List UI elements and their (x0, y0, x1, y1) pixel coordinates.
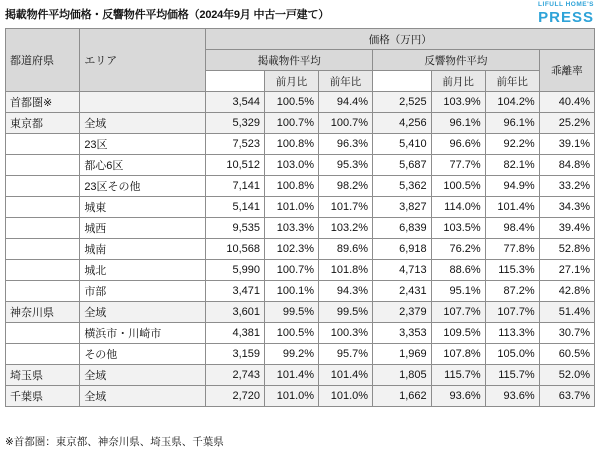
cell-response-price: 5,687 (373, 155, 432, 176)
cell-gap-rate: 51.4% (539, 302, 594, 323)
cell-area: 全域 (80, 302, 206, 323)
cell-listed-yoy: 103.2% (319, 218, 373, 239)
table-head (6, 29, 595, 92)
cell-response-yoy: 104.2% (485, 92, 539, 113)
cell-listed-price: 4,381 (206, 323, 265, 344)
cell-gap-rate: 52.8% (539, 239, 594, 260)
cell-prefecture (6, 344, 80, 365)
cell-listed-price: 5,990 (206, 260, 265, 281)
cell-listed-yoy: 94.3% (319, 281, 373, 302)
cell-response-mom: 103.5% (431, 218, 485, 239)
cell-area: 全域 (80, 386, 206, 407)
cell-gap-rate: 33.2% (539, 176, 594, 197)
price-table (5, 28, 595, 407)
cell-area (80, 92, 206, 113)
cell-area: 城南 (80, 239, 206, 260)
cell-listed-price: 5,329 (206, 113, 265, 134)
cell-prefecture (6, 197, 80, 218)
cell-response-price: 1,805 (373, 365, 432, 386)
brand-line1: LIFULL HOME'S (538, 1, 594, 8)
cell-response-mom: 88.6% (431, 260, 485, 281)
th-gap: 乖離率 (539, 50, 594, 92)
th-pref: 都道府県 (6, 29, 80, 92)
cell-listed-yoy: 100.3% (319, 323, 373, 344)
cell-response-price: 3,353 (373, 323, 432, 344)
cell-listed-mom: 101.4% (264, 365, 318, 386)
cell-area: 23区その他 (80, 176, 206, 197)
brand-line2: PRESS (538, 8, 594, 26)
cell-listed-mom: 100.7% (264, 113, 318, 134)
cell-gap-rate: 39.1% (539, 134, 594, 155)
cell-prefecture (6, 239, 80, 260)
cell-listed-price: 9,535 (206, 218, 265, 239)
th-price-group: 価格（万円） (206, 29, 595, 50)
table-row (6, 386, 595, 407)
cell-listed-mom: 99.2% (264, 344, 318, 365)
cell-listed-mom: 100.7% (264, 260, 318, 281)
cell-response-price: 4,713 (373, 260, 432, 281)
cell-response-mom: 93.6% (431, 386, 485, 407)
cell-listed-mom: 101.0% (264, 197, 318, 218)
cell-area: 城北 (80, 260, 206, 281)
cell-response-mom: 96.1% (431, 113, 485, 134)
table-row (6, 113, 595, 134)
cell-listed-yoy: 96.3% (319, 134, 373, 155)
cell-response-price: 1,662 (373, 386, 432, 407)
cell-listed-price: 7,141 (206, 176, 265, 197)
cell-response-price: 5,362 (373, 176, 432, 197)
cell-prefecture: 首都圏※ (6, 92, 80, 113)
cell-response-mom: 77.7% (431, 155, 485, 176)
cell-response-price: 6,839 (373, 218, 432, 239)
cell-response-yoy: 96.1% (485, 113, 539, 134)
cell-gap-rate: 40.4% (539, 92, 594, 113)
page-header (0, 0, 600, 28)
cell-listed-price: 3,471 (206, 281, 265, 302)
cell-response-yoy: 92.2% (485, 134, 539, 155)
cell-listed-price: 10,568 (206, 239, 265, 260)
cell-listed-price: 10,512 (206, 155, 265, 176)
cell-listed-price: 2,720 (206, 386, 265, 407)
cell-prefecture (6, 260, 80, 281)
header-row-1 (6, 29, 595, 50)
cell-gap-rate: 34.3% (539, 197, 594, 218)
cell-gap-rate: 84.8% (539, 155, 594, 176)
cell-area: その他 (80, 344, 206, 365)
cell-prefecture (6, 176, 80, 197)
cell-response-price: 5,410 (373, 134, 432, 155)
brand-logo (538, 2, 594, 25)
cell-response-mom: 96.6% (431, 134, 485, 155)
cell-prefecture: 神奈川県 (6, 302, 80, 323)
cell-listed-yoy: 95.7% (319, 344, 373, 365)
cell-response-price: 4,256 (373, 113, 432, 134)
cell-gap-rate: 63.7% (539, 386, 594, 407)
cell-listed-yoy: 89.6% (319, 239, 373, 260)
cell-listed-mom: 100.5% (264, 323, 318, 344)
cell-response-mom: 109.5% (431, 323, 485, 344)
table-row (6, 218, 595, 239)
cell-area: 市部 (80, 281, 206, 302)
cell-response-yoy: 105.0% (485, 344, 539, 365)
cell-listed-price: 5,141 (206, 197, 265, 218)
cell-response-yoy: 93.6% (485, 386, 539, 407)
cell-area: 全域 (80, 365, 206, 386)
cell-response-price: 3,827 (373, 197, 432, 218)
cell-area: 城東 (80, 197, 206, 218)
cell-response-yoy: 107.7% (485, 302, 539, 323)
cell-response-mom: 103.9% (431, 92, 485, 113)
cell-response-mom: 95.1% (431, 281, 485, 302)
cell-response-yoy: 94.9% (485, 176, 539, 197)
table-row (6, 323, 595, 344)
cell-prefecture (6, 323, 80, 344)
table-row (6, 302, 595, 323)
cell-listed-mom: 103.0% (264, 155, 318, 176)
cell-gap-rate: 30.7% (539, 323, 594, 344)
th-listed-yoy: 前年比 (319, 71, 373, 92)
cell-listed-mom: 100.1% (264, 281, 318, 302)
cell-response-yoy: 98.4% (485, 218, 539, 239)
th-listed-group: 掲載物件平均 (206, 50, 373, 71)
table-row (6, 155, 595, 176)
cell-response-yoy: 115.3% (485, 260, 539, 281)
table-body (6, 92, 595, 407)
cell-listed-mom: 100.5% (264, 92, 318, 113)
cell-response-price: 6,918 (373, 239, 432, 260)
th-response-value-blank (373, 71, 432, 92)
cell-response-price: 1,969 (373, 344, 432, 365)
cell-gap-rate: 25.2% (539, 113, 594, 134)
cell-response-yoy: 101.4% (485, 197, 539, 218)
cell-listed-price: 3,601 (206, 302, 265, 323)
cell-response-yoy: 113.3% (485, 323, 539, 344)
cell-prefecture (6, 218, 80, 239)
th-response-yoy: 前年比 (485, 71, 539, 92)
th-response-group: 反響物件平均 (373, 50, 540, 71)
th-listed-value-blank (206, 71, 265, 92)
cell-listed-price: 2,743 (206, 365, 265, 386)
cell-listed-yoy: 100.7% (319, 113, 373, 134)
cell-area: 横浜市・川崎市 (80, 323, 206, 344)
cell-listed-price: 7,523 (206, 134, 265, 155)
table-row (6, 365, 595, 386)
cell-response-yoy: 115.7% (485, 365, 539, 386)
cell-gap-rate: 52.0% (539, 365, 594, 386)
table-row (6, 344, 595, 365)
th-response-mom: 前月比 (431, 71, 485, 92)
cell-listed-mom: 100.8% (264, 134, 318, 155)
cell-area: 全域 (80, 113, 206, 134)
cell-prefecture (6, 134, 80, 155)
cell-gap-rate: 39.4% (539, 218, 594, 239)
cell-prefecture: 東京都 (6, 113, 80, 134)
cell-area: 23区 (80, 134, 206, 155)
cell-area: 城西 (80, 218, 206, 239)
table-row (6, 176, 595, 197)
cell-gap-rate: 60.5% (539, 344, 594, 365)
cell-listed-mom: 103.3% (264, 218, 318, 239)
cell-response-price: 2,431 (373, 281, 432, 302)
cell-response-price: 2,379 (373, 302, 432, 323)
cell-prefecture (6, 155, 80, 176)
cell-listed-mom: 99.5% (264, 302, 318, 323)
cell-response-yoy: 87.2% (485, 281, 539, 302)
cell-gap-rate: 42.8% (539, 281, 594, 302)
table-row (6, 260, 595, 281)
cell-response-mom: 115.7% (431, 365, 485, 386)
cell-response-yoy: 82.1% (485, 155, 539, 176)
cell-listed-yoy: 101.8% (319, 260, 373, 281)
cell-response-yoy: 77.8% (485, 239, 539, 260)
cell-listed-yoy: 94.4% (319, 92, 373, 113)
table-row (6, 239, 595, 260)
cell-response-mom: 76.2% (431, 239, 485, 260)
cell-listed-yoy: 101.4% (319, 365, 373, 386)
cell-listed-mom: 100.8% (264, 176, 318, 197)
table-row (6, 197, 595, 218)
cell-listed-yoy: 101.0% (319, 386, 373, 407)
footnote: ※首都圏：東京都、神奈川県、埼玉県、千葉県 (5, 436, 224, 448)
table-row (6, 134, 595, 155)
cell-listed-yoy: 99.5% (319, 302, 373, 323)
cell-listed-yoy: 101.7% (319, 197, 373, 218)
table-row (6, 281, 595, 302)
cell-prefecture (6, 281, 80, 302)
th-area: エリア (80, 29, 206, 92)
cell-listed-mom: 102.3% (264, 239, 318, 260)
table-row (6, 92, 595, 113)
cell-listed-yoy: 95.3% (319, 155, 373, 176)
cell-area: 都心6区 (80, 155, 206, 176)
cell-listed-yoy: 98.2% (319, 176, 373, 197)
cell-response-mom: 107.7% (431, 302, 485, 323)
cell-response-mom: 100.5% (431, 176, 485, 197)
cell-response-mom: 114.0% (431, 197, 485, 218)
cell-response-mom: 107.8% (431, 344, 485, 365)
cell-listed-price: 3,544 (206, 92, 265, 113)
cell-prefecture: 千葉県 (6, 386, 80, 407)
cell-response-price: 2,525 (373, 92, 432, 113)
cell-gap-rate: 27.1% (539, 260, 594, 281)
cell-listed-mom: 101.0% (264, 386, 318, 407)
cell-prefecture: 埼玉県 (6, 365, 80, 386)
th-listed-mom: 前月比 (264, 71, 318, 92)
page-title: 掲載物件平均価格・反響物件平均価格（2024年9月 中古一戸建て） (5, 9, 330, 21)
cell-listed-price: 3,159 (206, 344, 265, 365)
